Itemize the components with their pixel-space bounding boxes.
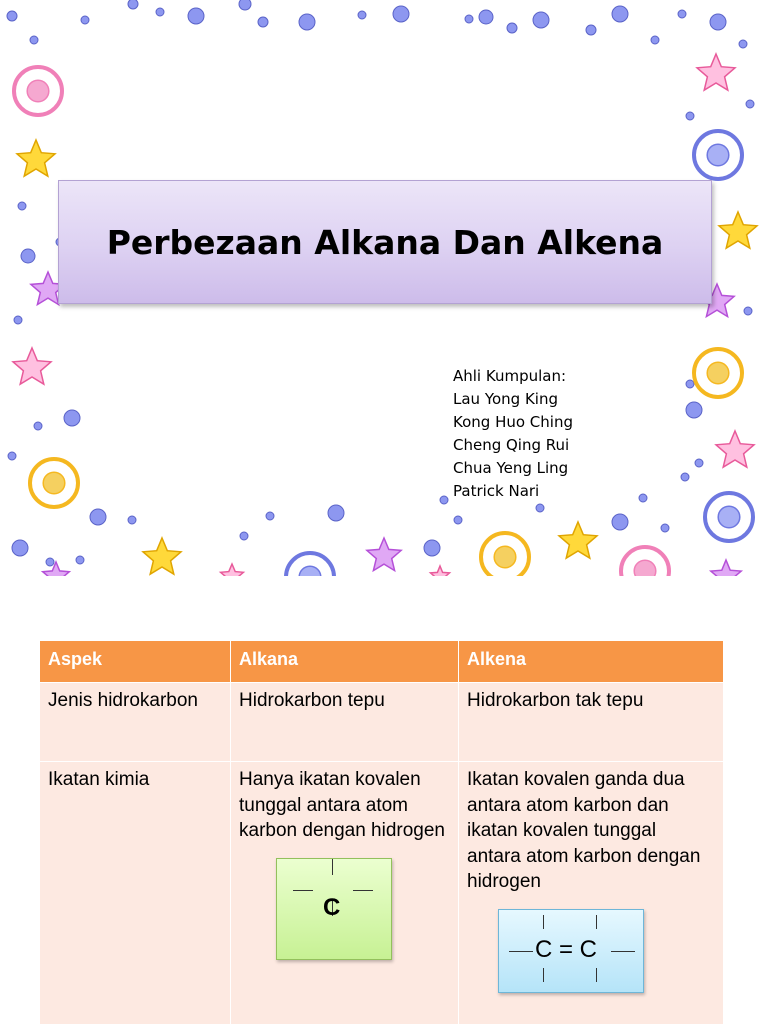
blue-dot-icon xyxy=(7,11,17,21)
alkene-structure-box xyxy=(498,909,644,993)
blue-dot-icon xyxy=(686,380,694,388)
blue-dot-icon xyxy=(8,452,16,460)
table-cell: Ikatan kimia xyxy=(40,762,231,1024)
blue-dot-icon xyxy=(454,516,462,524)
members-heading: Ahli Kumpulan: xyxy=(453,367,567,385)
ring-center-icon xyxy=(718,506,740,528)
blue-dot-icon xyxy=(533,12,549,28)
blue-dot-icon xyxy=(678,10,686,18)
blue-dot-icon xyxy=(30,36,38,44)
blue-dot-icon xyxy=(12,540,28,556)
blue-dot-icon xyxy=(744,307,752,315)
blue-dot-icon xyxy=(710,14,726,30)
blue-dot-icon xyxy=(479,10,493,24)
star-icon xyxy=(716,431,754,467)
member-name: Kong Huo Ching xyxy=(453,413,573,431)
ring-center-icon xyxy=(494,546,516,568)
table-row xyxy=(40,683,724,762)
blue-dot-icon xyxy=(507,23,517,33)
blue-dot-icon xyxy=(686,112,694,120)
blue-dot-icon xyxy=(393,6,409,22)
ring-center-icon xyxy=(707,144,729,166)
blue-dot-icon xyxy=(128,516,136,524)
blue-dot-icon xyxy=(18,202,26,210)
blue-dot-icon xyxy=(258,17,268,27)
header-alkene: Alkena xyxy=(459,641,724,683)
blue-dot-icon xyxy=(424,540,440,556)
ring-center-icon xyxy=(27,80,49,102)
blue-dot-icon xyxy=(76,556,84,564)
blue-dot-icon xyxy=(358,11,366,19)
star-icon xyxy=(697,54,735,90)
blue-dot-icon xyxy=(90,509,106,525)
blue-dot-icon xyxy=(746,100,754,108)
blue-dot-icon xyxy=(639,494,647,502)
comparison-table xyxy=(39,640,724,1024)
table-cell xyxy=(459,762,724,1024)
member-name: Chua Yeng Ling xyxy=(453,459,569,477)
star-icon xyxy=(143,538,181,574)
title-banner xyxy=(58,180,712,304)
alkane-structure-box xyxy=(276,858,392,960)
blue-dot-icon xyxy=(661,524,669,532)
blue-dot-icon xyxy=(299,14,315,30)
blue-dot-icon xyxy=(188,8,204,24)
blue-dot-icon xyxy=(328,505,344,521)
blue-dot-icon xyxy=(651,36,659,44)
table-cell: Hidrokarbon tepu xyxy=(231,683,459,762)
blue-dot-icon xyxy=(81,16,89,24)
ring-center-icon xyxy=(299,566,321,576)
blue-dot-icon xyxy=(240,532,248,540)
blue-dot-icon xyxy=(239,0,251,10)
blue-dot-icon xyxy=(64,410,80,426)
blue-dot-icon xyxy=(156,8,164,16)
star-icon xyxy=(13,348,51,384)
blue-dot-icon xyxy=(266,512,274,520)
table-row xyxy=(40,762,724,1024)
blue-dot-icon xyxy=(686,402,702,418)
star-icon xyxy=(431,566,450,576)
member-name: Patrick Nari xyxy=(453,482,540,500)
header-aspect: Aspek xyxy=(40,641,231,683)
table-cell xyxy=(231,762,459,1024)
table-cell: Hidrokarbon tak tepu xyxy=(459,683,724,762)
header-alkane: Alkana xyxy=(231,641,459,683)
table-cell: Jenis hidrokarbon xyxy=(40,683,231,762)
blue-dot-icon xyxy=(46,558,54,566)
star-icon xyxy=(719,212,757,248)
slide-title: Perbezaan Alkana Dan Alkena xyxy=(106,222,664,262)
group-members-list xyxy=(453,365,573,503)
ring-center-icon xyxy=(634,560,656,576)
ring-center-icon xyxy=(707,362,729,384)
table-cell-text: Ikatan kovalen ganda dua antara atom karbon dan ikatan kovalen tunggal antara atom karbon dengan hidrogen xyxy=(467,769,701,892)
blue-dot-icon xyxy=(465,15,473,23)
blue-dot-icon xyxy=(440,496,448,504)
star-icon xyxy=(367,538,401,571)
star-icon xyxy=(17,140,55,176)
member-name: Lau Yong King xyxy=(453,390,558,408)
star-icon xyxy=(221,564,244,576)
table-cell-text: Hanya ikatan kovalen tunggal antara atom karbon dengan hidrogen xyxy=(239,769,446,841)
blue-dot-icon xyxy=(14,316,22,324)
comparison-slide xyxy=(0,576,768,1024)
blue-dot-icon xyxy=(536,504,544,512)
blue-dot-icon xyxy=(695,459,703,467)
ring-center-icon xyxy=(43,472,65,494)
member-name: Cheng Qing Rui xyxy=(453,436,570,454)
blue-dot-icon xyxy=(34,422,42,430)
blue-dot-icon xyxy=(739,40,747,48)
blue-dot-icon xyxy=(612,514,628,530)
blue-dot-icon xyxy=(612,6,628,22)
carbon-atom-label: C xyxy=(323,893,341,921)
table-header-row xyxy=(40,641,724,683)
blue-dot-icon xyxy=(681,473,689,481)
star-icon xyxy=(559,522,597,558)
blue-dot-icon xyxy=(128,0,138,9)
star-icon xyxy=(711,560,741,576)
double-bond-formula: C = C xyxy=(535,935,598,963)
blue-dot-icon xyxy=(586,25,596,35)
blue-dot-icon xyxy=(21,249,35,263)
